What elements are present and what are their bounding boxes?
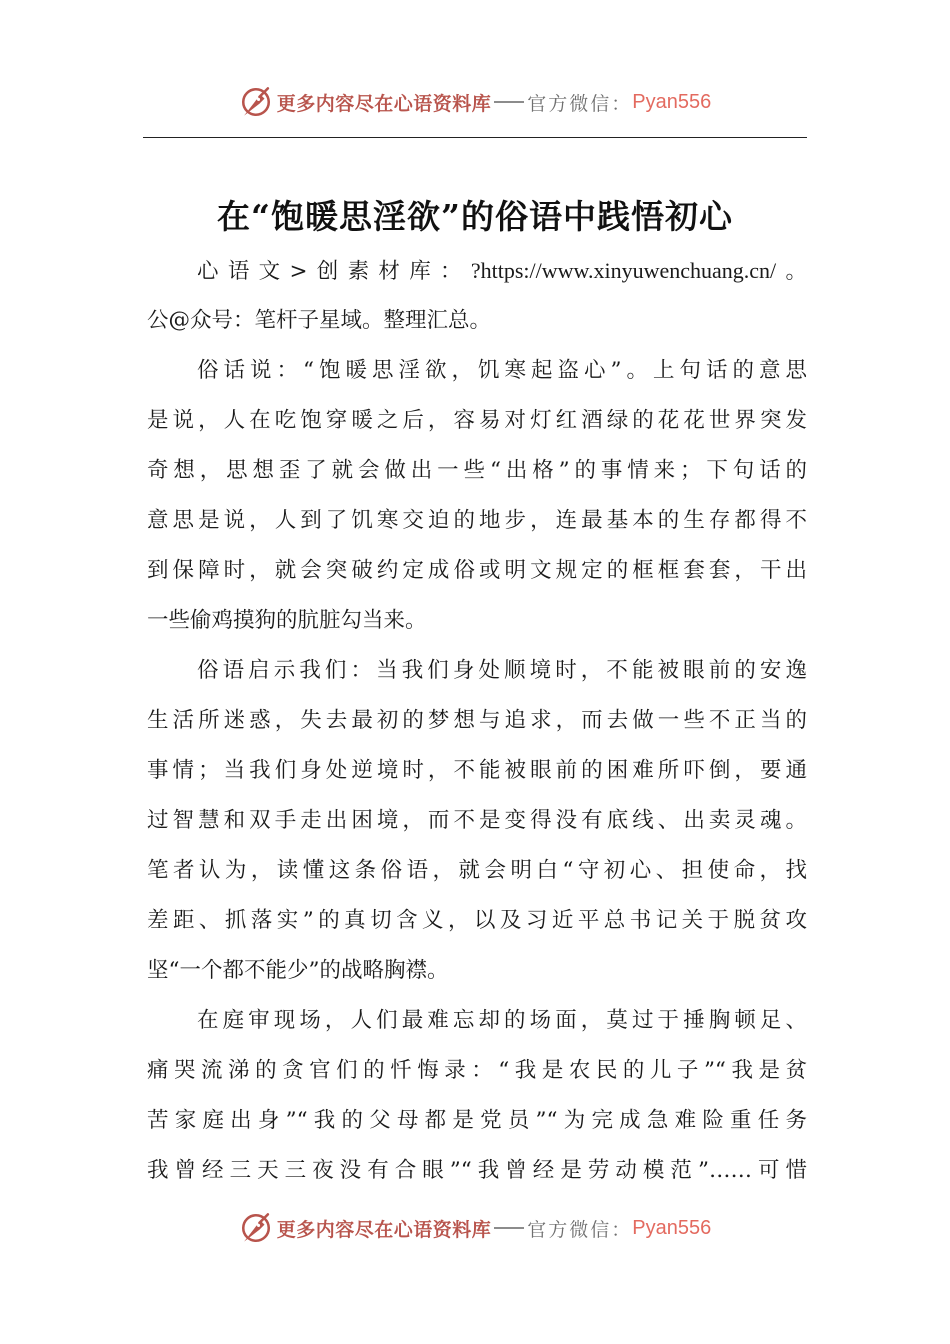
paragraph-line: 是说，人在吃饱穿暖之后，容易对灯红酒绿的花花世界突发 bbox=[147, 408, 807, 433]
paragraph-line: 我曾经三天三夜没有合眼”“我曾经是劳动模范”……可惜 bbox=[147, 1158, 807, 1183]
banner-official-label: 官方微信： bbox=[527, 1218, 633, 1241]
source-prefix: 心语文>创素材库： bbox=[197, 259, 471, 284]
source-line bbox=[147, 249, 807, 299]
banner-dash-divider bbox=[494, 1227, 524, 1229]
banner-wechat-id: Pyan556 bbox=[632, 1216, 712, 1239]
paragraph-line: 事情；当我们身处逆境时，不能被眼前的困难所吓倒，要通 bbox=[147, 758, 807, 783]
source-url: ?https://www.xinyuwenchuang.cn/ bbox=[470, 258, 777, 283]
banner-dash-divider bbox=[494, 101, 524, 103]
paragraph-line: 一些偷鸡摸狗的肮脏勾当来。 bbox=[147, 608, 427, 633]
paragraph-line: 坚“一个都不能少”的战略胸襟。 bbox=[147, 958, 449, 983]
paragraph-line: 过智慧和双手走出困境，而不是变得没有底线、出卖灵魂。 bbox=[147, 808, 807, 833]
source-suffix: 。 bbox=[776, 259, 807, 284]
pen-nib-logo-icon bbox=[239, 85, 273, 119]
banner-main-text: 更多内容尽在心语资料库 bbox=[276, 92, 492, 115]
paragraph-line: 俗语启示我们：当我们身处顺境时，不能被眼前的安逸 bbox=[197, 658, 807, 683]
document-body bbox=[147, 249, 807, 1199]
document-title: 在“饱暖思淫欲”的俗语中践悟初心 bbox=[217, 197, 733, 236]
paragraph-line: 到保障时，就会突破约定成俗或明文规定的框框套套，干出 bbox=[147, 558, 807, 583]
paragraph-line: 在庭审现场，人们最难忘却的场面，莫过于捶胸顿足、 bbox=[197, 1008, 807, 1033]
header-divider bbox=[143, 137, 807, 138]
paragraph-line: 俗话说：“饱暖思淫欲，饥寒起盗心”。上句话的意思 bbox=[197, 358, 807, 383]
paragraph-line: 奇想，思想歪了就会做出一些“出格”的事情来；下句话的 bbox=[147, 458, 807, 483]
header-banner bbox=[0, 80, 950, 124]
paragraph-line: 意思是说，人到了饥寒交迫的地步，连最基本的生存都得不 bbox=[147, 508, 807, 533]
banner-official-label: 官方微信： bbox=[527, 92, 633, 115]
pen-nib-logo-icon bbox=[239, 1211, 273, 1245]
source-line-2: 公@众号：笔杆子星域。整理汇总。 bbox=[147, 308, 492, 333]
paragraph-line: 差距、抓落实”的真切含义，以及习近平总书记关于脱贫攻 bbox=[147, 908, 807, 933]
paragraph-line: 笔者认为，读懂这条俗语，就会明白“守初心、担使命，找 bbox=[147, 858, 807, 883]
banner-main-text: 更多内容尽在心语资料库 bbox=[276, 1218, 492, 1241]
paragraph-line: 生活所迷惑，失去最初的梦想与追求，而去做一些不正当的 bbox=[147, 708, 807, 733]
footer-banner bbox=[0, 1206, 950, 1250]
paragraph-line: 痛哭流涕的贪官们的忏悔录：“我是农民的儿子”“我是贫 bbox=[147, 1058, 807, 1083]
paragraph-line: 苦家庭出身”“我的父母都是党员”“为完成急难险重任务 bbox=[147, 1108, 807, 1133]
banner-wechat-id: Pyan556 bbox=[632, 90, 712, 113]
